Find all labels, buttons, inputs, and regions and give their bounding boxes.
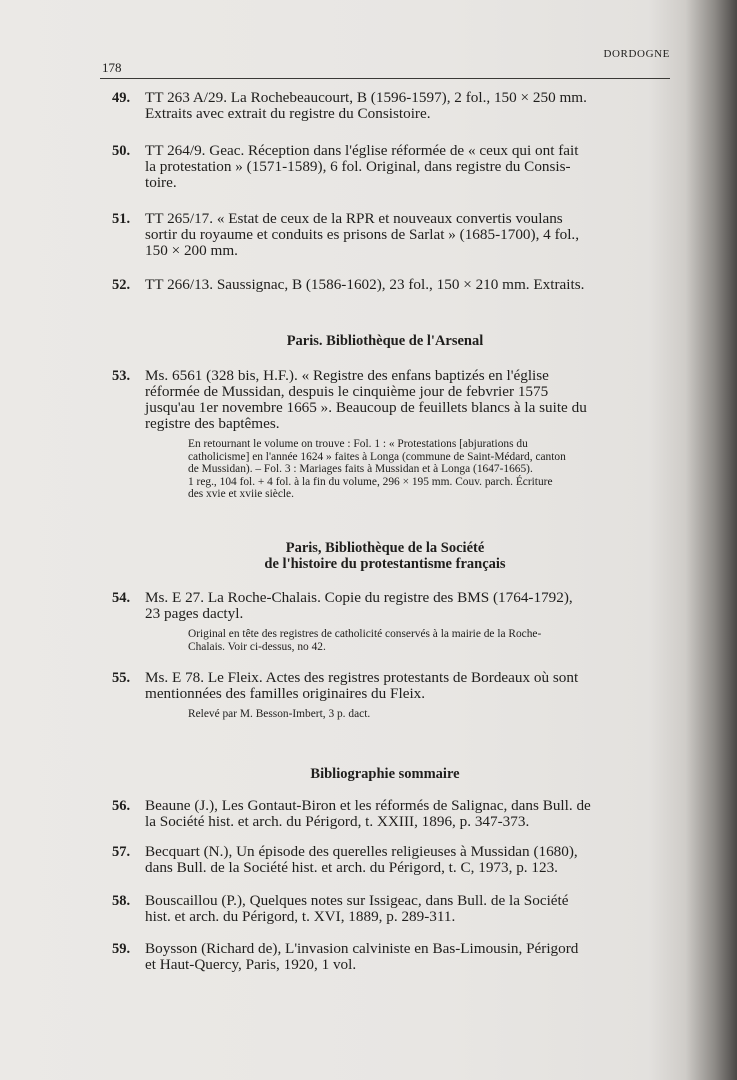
entry-57 — [112, 844, 682, 876]
entry-number: 56. — [112, 798, 131, 814]
entry-line: Bouscaillou (P.), Quelques notes sur Issigeac, dans Bull. de la Société — [145, 892, 569, 909]
entry-line: sortir du royaume et conduits es prisons de Sarlat » (1685-1700), 4 fol., — [145, 226, 580, 243]
entry-line: hist. et arch. du Périgord, t. XVI, 1889, p. 289-311. — [145, 908, 456, 925]
entry-number: 58. — [112, 893, 131, 909]
entry-number: 55. — [112, 670, 131, 686]
note-line: Chalais. Voir ci-dessus, no 42. — [188, 640, 326, 653]
entry-number: 54. — [112, 590, 131, 606]
entry-note — [188, 628, 682, 653]
entry-49 — [112, 90, 682, 122]
heading-line: Bibliographie sommaire — [310, 766, 460, 782]
entry-line: TT 265/17. « Estat de ceux de la RPR et nouveaux convertis voulans — [145, 210, 563, 227]
entry-line: toire. — [145, 174, 177, 191]
note-line: Original en tête des registres de catholicité conservés à la mairie de la Roche- — [188, 628, 542, 640]
note-line: Relevé par M. Besson-Imbert, 3 p. dact. — [188, 708, 371, 720]
heading-line: Paris. Bibliothèque de l'Arsenal — [286, 333, 484, 349]
entry-line: 23 pages dactyl. — [145, 605, 244, 622]
entry-line: Becquart (N.), Un épisode des querelles religieuses à Mussidan (1680), — [145, 843, 578, 860]
entry-number: 50. — [112, 143, 131, 159]
entry-line: 150 × 200 mm. — [145, 242, 238, 259]
entry-51 — [112, 211, 682, 259]
entry-line: jusqu'au 1er novembre 1665 ». Beaucoup de feuillets blancs à la suite du — [145, 399, 587, 416]
heading-line: de l'histoire du protestantisme français — [264, 556, 506, 572]
entry-58 — [112, 893, 682, 925]
entry-number: 59. — [112, 941, 131, 957]
entry-line: la Société hist. et arch. du Périgord, t. XXIII, 1896, p. 347-373. — [145, 813, 530, 830]
entry-50 — [112, 143, 682, 191]
entry-54 — [112, 590, 682, 653]
entry-line: réformée de Mussidan, despuis le cinquième jour de febvrier 1575 — [145, 383, 549, 400]
entry-line: TT 266/13. Saussignac, B (1586-1602), 23 fol., 150 × 210 mm. Extraits. — [145, 276, 585, 293]
entry-line: dans Bull. de la Société hist. et arch. du Périgord, t. C, 1973, p. 123. — [145, 859, 558, 876]
section-heading-societe — [100, 540, 670, 572]
entry-note — [188, 438, 682, 501]
entry-number: 52. — [112, 277, 131, 293]
page-number: 178 — [102, 60, 122, 75]
section-heading-bibliographie — [100, 766, 670, 782]
note-line: de Mussidan). – Fol. 3 : Mariages faits à Mussidan et à Longa (1647-1665). — [188, 463, 533, 475]
entry-53 — [112, 368, 682, 501]
entry-line: Ms. 6561 (328 bis, H.F.). « Registre des enfans baptizés en l'église — [145, 367, 549, 384]
entry-number: 53. — [112, 368, 131, 384]
entry-line: Ms. E 27. La Roche-Chalais. Copie du registre des BMS (1764-1792), — [145, 589, 573, 606]
heading-line: Paris, Bibliothèque de la Société — [285, 540, 485, 556]
page-header — [100, 48, 670, 79]
entry-line: Boysson (Richard de), L'invasion calviniste en Bas-Limousin, Périgord — [145, 940, 579, 957]
note-line: En retournant le volume on trouve : Fol. 1 : « Protestations [abjurations du — [188, 438, 528, 450]
entry-line: registre des baptêmes. — [145, 415, 280, 432]
entry-line: Ms. E 78. Le Fleix. Actes des registres protestants de Bordeaux où sont — [145, 669, 579, 686]
entry-number: 49. — [112, 90, 131, 106]
note-line: catholicisme] en l'année 1624 » faites à Longa (commune de Saint-Médard, canton — [188, 450, 566, 463]
entry-line: et Haut-Quercy, Paris, 1920, 1 vol. — [145, 956, 357, 973]
section-heading-arsenal — [100, 333, 670, 349]
entry-56 — [112, 798, 682, 830]
entry-52 — [112, 277, 682, 293]
entry-line: la protestation » (1571-1589), 6 fol. Original, dans registre du Consis- — [145, 158, 571, 175]
entry-line: Extraits avec extrait du registre du Consistoire. — [145, 105, 431, 122]
note-line: des xvie et xviie siècle. — [188, 488, 294, 500]
entry-number: 51. — [112, 211, 131, 227]
note-line: 1 reg., 104 fol. + 4 fol. à la fin du volume, 296 × 195 mm. Couv. parch. Écriture — [188, 475, 553, 488]
entry-note — [188, 708, 682, 721]
entry-59 — [112, 941, 682, 973]
entry-line: TT 264/9. Geac. Réception dans l'église réformée de « ceux qui ont fait — [145, 142, 579, 159]
entry-55 — [112, 670, 682, 721]
entry-line: TT 263 A/29. La Rochebeaucourt, B (1596-1597), 2 fol., 150 × 250 mm. — [145, 89, 587, 106]
running-head: DORDOGNE — [603, 48, 670, 60]
entry-line: mentionnées des familles originaires du Fleix. — [145, 685, 426, 702]
entry-line: Beaune (J.), Les Gontaut-Biron et les réformés de Salignac, dans Bull. de — [145, 797, 591, 814]
entry-number: 57. — [112, 844, 131, 860]
